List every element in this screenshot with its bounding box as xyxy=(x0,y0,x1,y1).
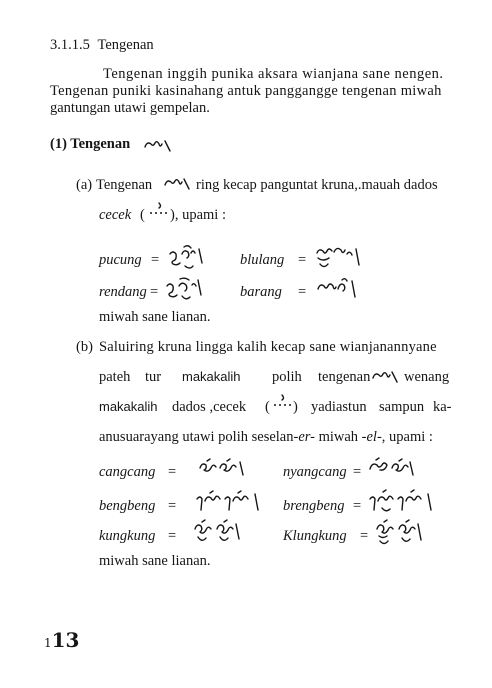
item-b-line-1: Saluiring kruna lingga kalih kecap sane wianjanannyane xyxy=(99,339,437,355)
item-b-line-3b: dados ,cecek xyxy=(172,399,247,415)
item-b-line-4 xyxy=(99,428,433,446)
balinese-blulang-icon xyxy=(315,244,361,274)
intro-line-1: Tengenan inggih punika aksara wianjana sane nengen. xyxy=(103,66,444,82)
miwah-sane-lianan-2: miwah sane lianan. xyxy=(99,553,211,569)
example-word-barang: barang xyxy=(240,284,282,300)
page-number xyxy=(44,628,79,652)
balinese-rendang-icon xyxy=(165,276,203,304)
equals-sign: = xyxy=(353,498,362,514)
balinese-nyangcang-icon xyxy=(368,457,414,479)
item-b-line-3a: makakalih xyxy=(99,399,158,414)
example-word-pucung: pucung xyxy=(99,252,142,268)
item-b-line-4a: anusuarayang utawi polih seselan xyxy=(99,429,294,445)
intro-line-2: Tengenan puniki kasinahang antuk panggangge tengenan miwah xyxy=(50,83,442,99)
item-a-text-2: ring kecap panguntat kruna,.mauah dados xyxy=(196,177,438,193)
tengenan-glyph-icon xyxy=(163,176,191,190)
example-word-klungkung: Klungkung xyxy=(283,528,347,544)
balinese-klungkung-icon xyxy=(375,519,423,549)
equals-sign: = xyxy=(168,498,177,514)
page-number-main: 13 xyxy=(51,628,80,652)
example-word-kungkung: kungkung xyxy=(99,528,156,544)
equals-sign: = xyxy=(168,464,177,480)
item-b-line-2d: polih xyxy=(272,369,302,385)
item-b-line-3d: ) xyxy=(293,399,298,415)
item-b-line-2b: tur xyxy=(145,369,162,385)
paren-close: ), upami : xyxy=(170,207,226,223)
equals-sign: = xyxy=(151,252,160,268)
equals-sign: = xyxy=(150,284,159,300)
item-b-line-3e: yadiastun xyxy=(311,399,367,415)
section-heading xyxy=(50,36,154,54)
paren-open: ( xyxy=(140,207,145,223)
item-a-text-1: Tengenan xyxy=(96,177,153,193)
cecek-word: cecek xyxy=(99,207,132,223)
equals-sign: = xyxy=(168,528,177,544)
miwah-sane-lianan-1: miwah sane lianan. xyxy=(99,309,211,325)
section-title: Tengenan xyxy=(97,37,154,53)
item-b-line-4e: , upami : xyxy=(381,429,433,445)
item-b-line-4c: miwah xyxy=(318,429,359,445)
item-b-label: (b) xyxy=(76,339,93,355)
item-b-line-4d: -el- xyxy=(361,429,382,445)
equals-sign: = xyxy=(298,284,307,300)
example-word-blulang: blulang xyxy=(240,252,285,268)
intro-line-3: gantungan utawi gempelan. xyxy=(50,100,210,116)
example-word-nyangcang: nyangcang xyxy=(283,464,347,480)
item-b-line-2c: makakalih xyxy=(182,369,241,384)
item-b-line-3c: ( xyxy=(265,399,270,415)
tengenan-glyph-icon xyxy=(371,369,399,383)
item-b-line-2f: wenang xyxy=(404,369,450,385)
cecek-glyph-icon xyxy=(148,200,172,218)
example-word-rendang: rendang xyxy=(99,284,147,300)
item-a-label: (a) xyxy=(76,177,93,193)
equals-sign: = xyxy=(360,528,369,544)
equals-sign: = xyxy=(298,252,307,268)
balinese-pucung-icon xyxy=(168,244,204,272)
example-word-brengbeng: brengbeng xyxy=(283,498,345,514)
item-b-line-3f: sampun xyxy=(379,399,425,415)
item-b-line-3g: ka- xyxy=(433,399,452,415)
balinese-brengbeng-icon xyxy=(368,489,434,515)
balinese-cangcang-icon xyxy=(198,458,244,478)
cecek-glyph-icon xyxy=(272,392,294,410)
page-number-prefix: 1 xyxy=(44,636,52,650)
tengenan-glyph-icon xyxy=(143,138,173,152)
balinese-bengbeng-icon xyxy=(195,490,261,514)
balinese-barang-icon xyxy=(316,277,358,301)
item-b-line-2a: pateh xyxy=(99,369,131,385)
section-number: 3.1.1.5 xyxy=(50,37,90,53)
equals-sign: = xyxy=(353,464,362,480)
item-b-line-4b: -er- xyxy=(293,429,315,445)
example-word-cangcang: cangcang xyxy=(99,464,156,480)
balinese-kungkung-icon xyxy=(193,519,241,547)
item-b-line-2e: tengenan xyxy=(318,369,371,385)
item-1-heading: (1) Tengenan xyxy=(50,136,131,152)
example-word-bengbeng: bengbeng xyxy=(99,498,156,514)
